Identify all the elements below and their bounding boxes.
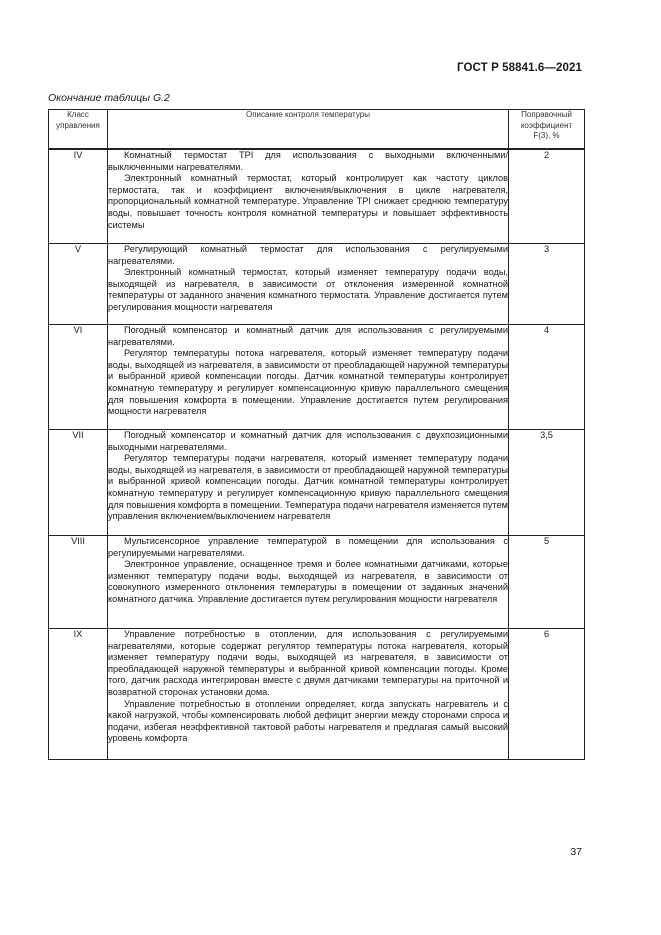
table-header-row [49, 110, 585, 149]
header-class [49, 110, 108, 149]
row-class: IV [49, 150, 108, 244]
row-paragraph: Регулирующий комнатный термостат для использования с регулируемыми нагревателями. [108, 244, 508, 266]
header-class-line-2: управления [56, 120, 100, 130]
row-coefficient: 6 [509, 629, 585, 760]
header-coefficient [509, 110, 585, 149]
row-paragraph: Управление потребностью в отоплении определяет, когда запускать нагреватель и с какой нагрузкой, чтобы компенсировать любой дефицит энергии между сторонами спроса и подачи, избегая неэффективной тактовой работы нагревателя и предлагая самый высокий уровень комфорта [108, 698, 508, 744]
table-row [49, 244, 585, 325]
row-paragraph: Погодный компенсатор и комнатный датчик для использования с двухпозиционными выходными нагревателями. [108, 430, 508, 452]
row-paragraph: Управление потребностью в отоплении, для использования с регулируемыми нагревателями, которые содержат регулятор температуры потока нагревателя, который изменяет температуру подачи воды, выходящей из нагревателя, в зависимости от преобладающей наружной температуры и выбранной кривой компенсации погоды. Кроме того, датчик расхода интегрирован вместе с двумя датчиками температуры на приточной и возвратной сторонах установки дома. [108, 629, 508, 697]
row-description [108, 629, 509, 760]
page-number: 37 [570, 846, 582, 858]
table-row [49, 150, 585, 244]
header-description: Описание контроля температуры [108, 110, 509, 149]
table-caption: Окончание таблицы G.2 [48, 92, 170, 104]
table-row [49, 430, 585, 536]
row-paragraph: Регулятор температуры потока нагревателя, который изменяет температуру подачи воды, выходящей из нагревателя, в зависимости от преобладающей наружной температуры и выбранной кривой компенсации погоды. Датчик комнатной температуры контролирует комнатную температуру и регулирует компенсационную кривую параллельного смещения для повышения комфорта в помещении. Управление достигается путем регулирования мощности нагревателя [108, 348, 508, 417]
row-description [108, 244, 509, 325]
row-description [108, 536, 509, 629]
row-coefficient: 5 [509, 536, 585, 629]
row-paragraph: Электронный комнатный термостат, который изменяет температуру подачи воды, выходящей из нагревателя, в зависимости от отклонения измеренной комнатной температуры от заданного значения комнатного термостата. Управление достигается путем регулирования мощности нагревателя [108, 267, 508, 312]
document-code: ГОСТ Р 58841.6—2021 [457, 62, 582, 74]
header-coef-line-1: Поправочный [521, 110, 572, 119]
row-coefficient: 2 [509, 150, 585, 244]
table-row [49, 536, 585, 629]
control-classes-table [48, 109, 585, 760]
header-class-line-1: Класс [67, 110, 89, 119]
row-description [108, 150, 509, 244]
row-coefficient: 3,5 [509, 430, 585, 536]
table-row [49, 325, 585, 430]
row-class: VII [49, 430, 108, 536]
row-coefficient: 3 [509, 244, 585, 325]
row-class: V [49, 244, 108, 325]
row-paragraph: Погодный компенсатор и комнатный датчик для использования с регулируемыми нагревателями. [108, 325, 508, 347]
row-coefficient: 4 [509, 325, 585, 430]
row-class: VIII [49, 536, 108, 629]
row-paragraph: Регулятор температуры подачи нагревателя, который изменяет температуру подачи воды, выходящей из нагревателя, в зависимости от преобладающей наружной температуры и выбранной кривой компенсации погоды. Датчик комнатной температуры контролирует комнатную температуру и регулирует компенсационную кривую параллельного смещения для повышения комфорта в помещении. Температура подачи нагревателя изменяется путем управления включением/выключением нагревателя [108, 453, 508, 522]
row-paragraph: Электронное управление, оснащенное тремя и более комнатными датчиками, которые изменяют температуру подачи воды, выходящей из нагревателя, в зависимости от совокупного измеренного отклонения температуры в помещении от заданных значений комнатного датчика. Управление достигается путем регулирования мощности нагревателя [108, 559, 508, 604]
row-class: IX [49, 629, 108, 760]
row-class: VI [49, 325, 108, 430]
row-description [108, 430, 509, 536]
row-description [108, 325, 509, 430]
row-paragraph: Электронный комнатный термостат, который контролирует как частоту циклов термостата, так и коэффициент включения/выключения в цикле нагревателя, пропорциональный комнатной температуре. Управление TPI снижает среднюю температуру воды, повышает точность контроля комнатной температуры и повышает эффективность системы [108, 173, 508, 230]
row-paragraph: Мультисенсорное управление температурой в помещении для использования с регулируемыми нагревателями. [108, 536, 508, 558]
header-coef-line-3: F(3), % [533, 131, 560, 140]
table-row [49, 629, 585, 760]
row-paragraph: Комнатный термостат TPI для использования с выходными включенными/выключенными нагревателями. [108, 150, 508, 172]
header-coef-line-2: коэффициент [520, 120, 573, 130]
